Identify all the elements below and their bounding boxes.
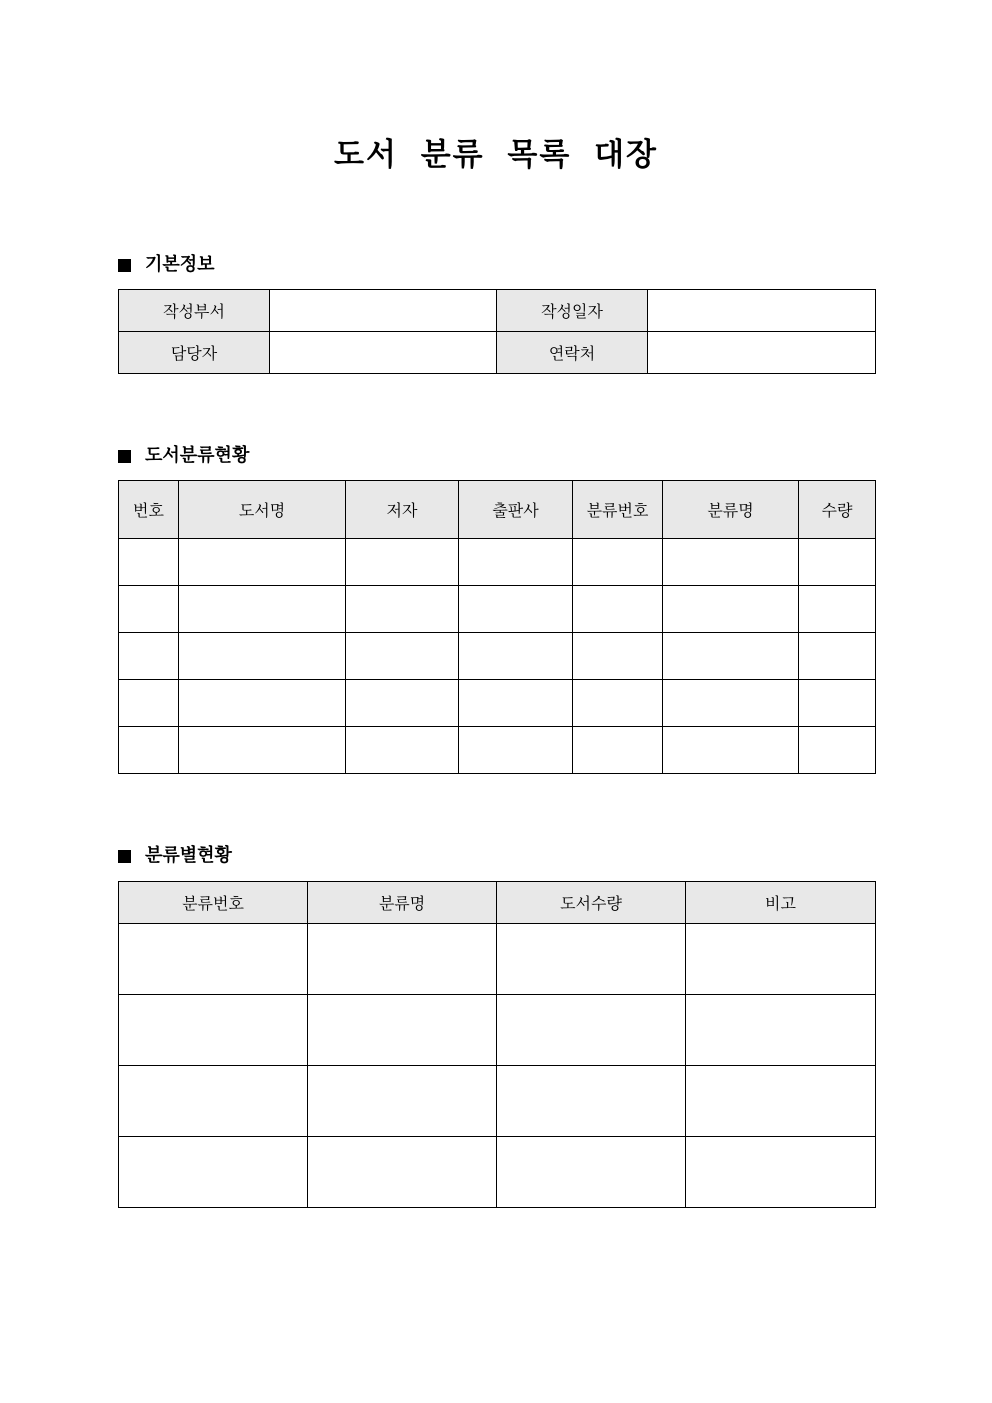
table-cell[interactable] <box>346 727 459 774</box>
table-cell[interactable] <box>799 586 876 633</box>
column-header-book-count: 도서수량 <box>497 882 686 924</box>
table-cell[interactable] <box>179 586 346 633</box>
table-cell[interactable] <box>179 539 346 586</box>
table-cell[interactable] <box>663 586 799 633</box>
table-row <box>119 995 876 1066</box>
table-cell[interactable] <box>459 586 573 633</box>
table-cell[interactable] <box>179 727 346 774</box>
table-cell[interactable] <box>497 995 686 1066</box>
table-cell[interactable] <box>119 1066 308 1137</box>
book-status-heading-text: 도서분류현황 <box>145 445 250 466</box>
basic-info-heading <box>118 253 215 277</box>
table-cell[interactable] <box>799 727 876 774</box>
basic-info-heading-text: 기본정보 <box>145 254 215 275</box>
table-header-row <box>119 882 876 924</box>
column-header-remarks: 비고 <box>686 882 876 924</box>
table-cell[interactable] <box>497 1137 686 1208</box>
table-row <box>119 633 876 680</box>
square-bullet-icon <box>118 850 131 863</box>
table-cell[interactable] <box>799 680 876 727</box>
table-cell[interactable] <box>799 633 876 680</box>
table-cell[interactable] <box>308 995 497 1066</box>
table-cell[interactable] <box>346 680 459 727</box>
table-cell[interactable] <box>119 727 179 774</box>
book-status-heading <box>118 444 249 468</box>
date-field[interactable] <box>648 290 876 332</box>
table-cell[interactable] <box>459 539 573 586</box>
classification-summary-table <box>118 881 876 1208</box>
basic-info-table <box>118 289 876 374</box>
table-cell[interactable] <box>573 680 663 727</box>
manager-label: 담당자 <box>119 332 270 374</box>
table-row <box>119 1066 876 1137</box>
column-header-class-number: 분류번호 <box>119 882 308 924</box>
column-header-publisher: 출판사 <box>459 481 573 539</box>
contact-label: 연락처 <box>497 332 648 374</box>
table-cell[interactable] <box>459 727 573 774</box>
table-cell[interactable] <box>686 1137 876 1208</box>
table-cell[interactable] <box>119 995 308 1066</box>
table-cell[interactable] <box>459 633 573 680</box>
table-row <box>119 290 876 332</box>
document-title: 도서 분류 목록 대장 <box>334 137 658 173</box>
contact-field[interactable] <box>648 332 876 374</box>
table-cell[interactable] <box>308 924 497 995</box>
table-cell[interactable] <box>119 633 179 680</box>
table-row <box>119 586 876 633</box>
table-cell[interactable] <box>346 586 459 633</box>
table-cell[interactable] <box>686 924 876 995</box>
column-header-title: 도서명 <box>179 481 346 539</box>
table-cell[interactable] <box>573 727 663 774</box>
class-status-heading-text: 분류별현황 <box>145 845 232 866</box>
table-cell[interactable] <box>663 539 799 586</box>
table-cell[interactable] <box>573 633 663 680</box>
table-cell[interactable] <box>119 680 179 727</box>
table-cell[interactable] <box>179 680 346 727</box>
manager-field[interactable] <box>270 332 497 374</box>
table-cell[interactable] <box>799 539 876 586</box>
table-cell[interactable] <box>308 1066 497 1137</box>
table-row <box>119 727 876 774</box>
table-cell[interactable] <box>663 727 799 774</box>
book-classification-table <box>118 480 876 774</box>
column-header-quantity: 수량 <box>799 481 876 539</box>
class-status-heading <box>118 844 232 868</box>
square-bullet-icon <box>118 259 131 272</box>
table-cell[interactable] <box>573 586 663 633</box>
column-header-number: 번호 <box>119 481 179 539</box>
table-row <box>119 680 876 727</box>
table-cell[interactable] <box>573 539 663 586</box>
table-row <box>119 1137 876 1208</box>
table-cell[interactable] <box>308 1137 497 1208</box>
column-header-author: 저자 <box>346 481 459 539</box>
table-cell[interactable] <box>663 680 799 727</box>
department-label: 작성부서 <box>119 290 270 332</box>
table-cell[interactable] <box>497 1066 686 1137</box>
table-cell[interactable] <box>346 633 459 680</box>
table-cell[interactable] <box>663 633 799 680</box>
square-bullet-icon <box>118 450 131 463</box>
date-label: 작성일자 <box>497 290 648 332</box>
column-header-class-name: 분류명 <box>308 882 497 924</box>
table-cell[interactable] <box>119 1137 308 1208</box>
column-header-class-number: 분류번호 <box>573 481 663 539</box>
table-cell[interactable] <box>686 995 876 1066</box>
table-cell[interactable] <box>459 680 573 727</box>
table-row <box>119 539 876 586</box>
table-cell[interactable] <box>179 633 346 680</box>
table-cell[interactable] <box>119 586 179 633</box>
column-header-class-name: 분류명 <box>663 481 799 539</box>
department-field[interactable] <box>270 290 497 332</box>
table-header-row <box>119 481 876 539</box>
table-cell[interactable] <box>119 539 179 586</box>
table-cell[interactable] <box>686 1066 876 1137</box>
table-cell[interactable] <box>497 924 686 995</box>
table-cell[interactable] <box>119 924 308 995</box>
table-cell[interactable] <box>346 539 459 586</box>
table-row <box>119 924 876 995</box>
table-row <box>119 332 876 374</box>
